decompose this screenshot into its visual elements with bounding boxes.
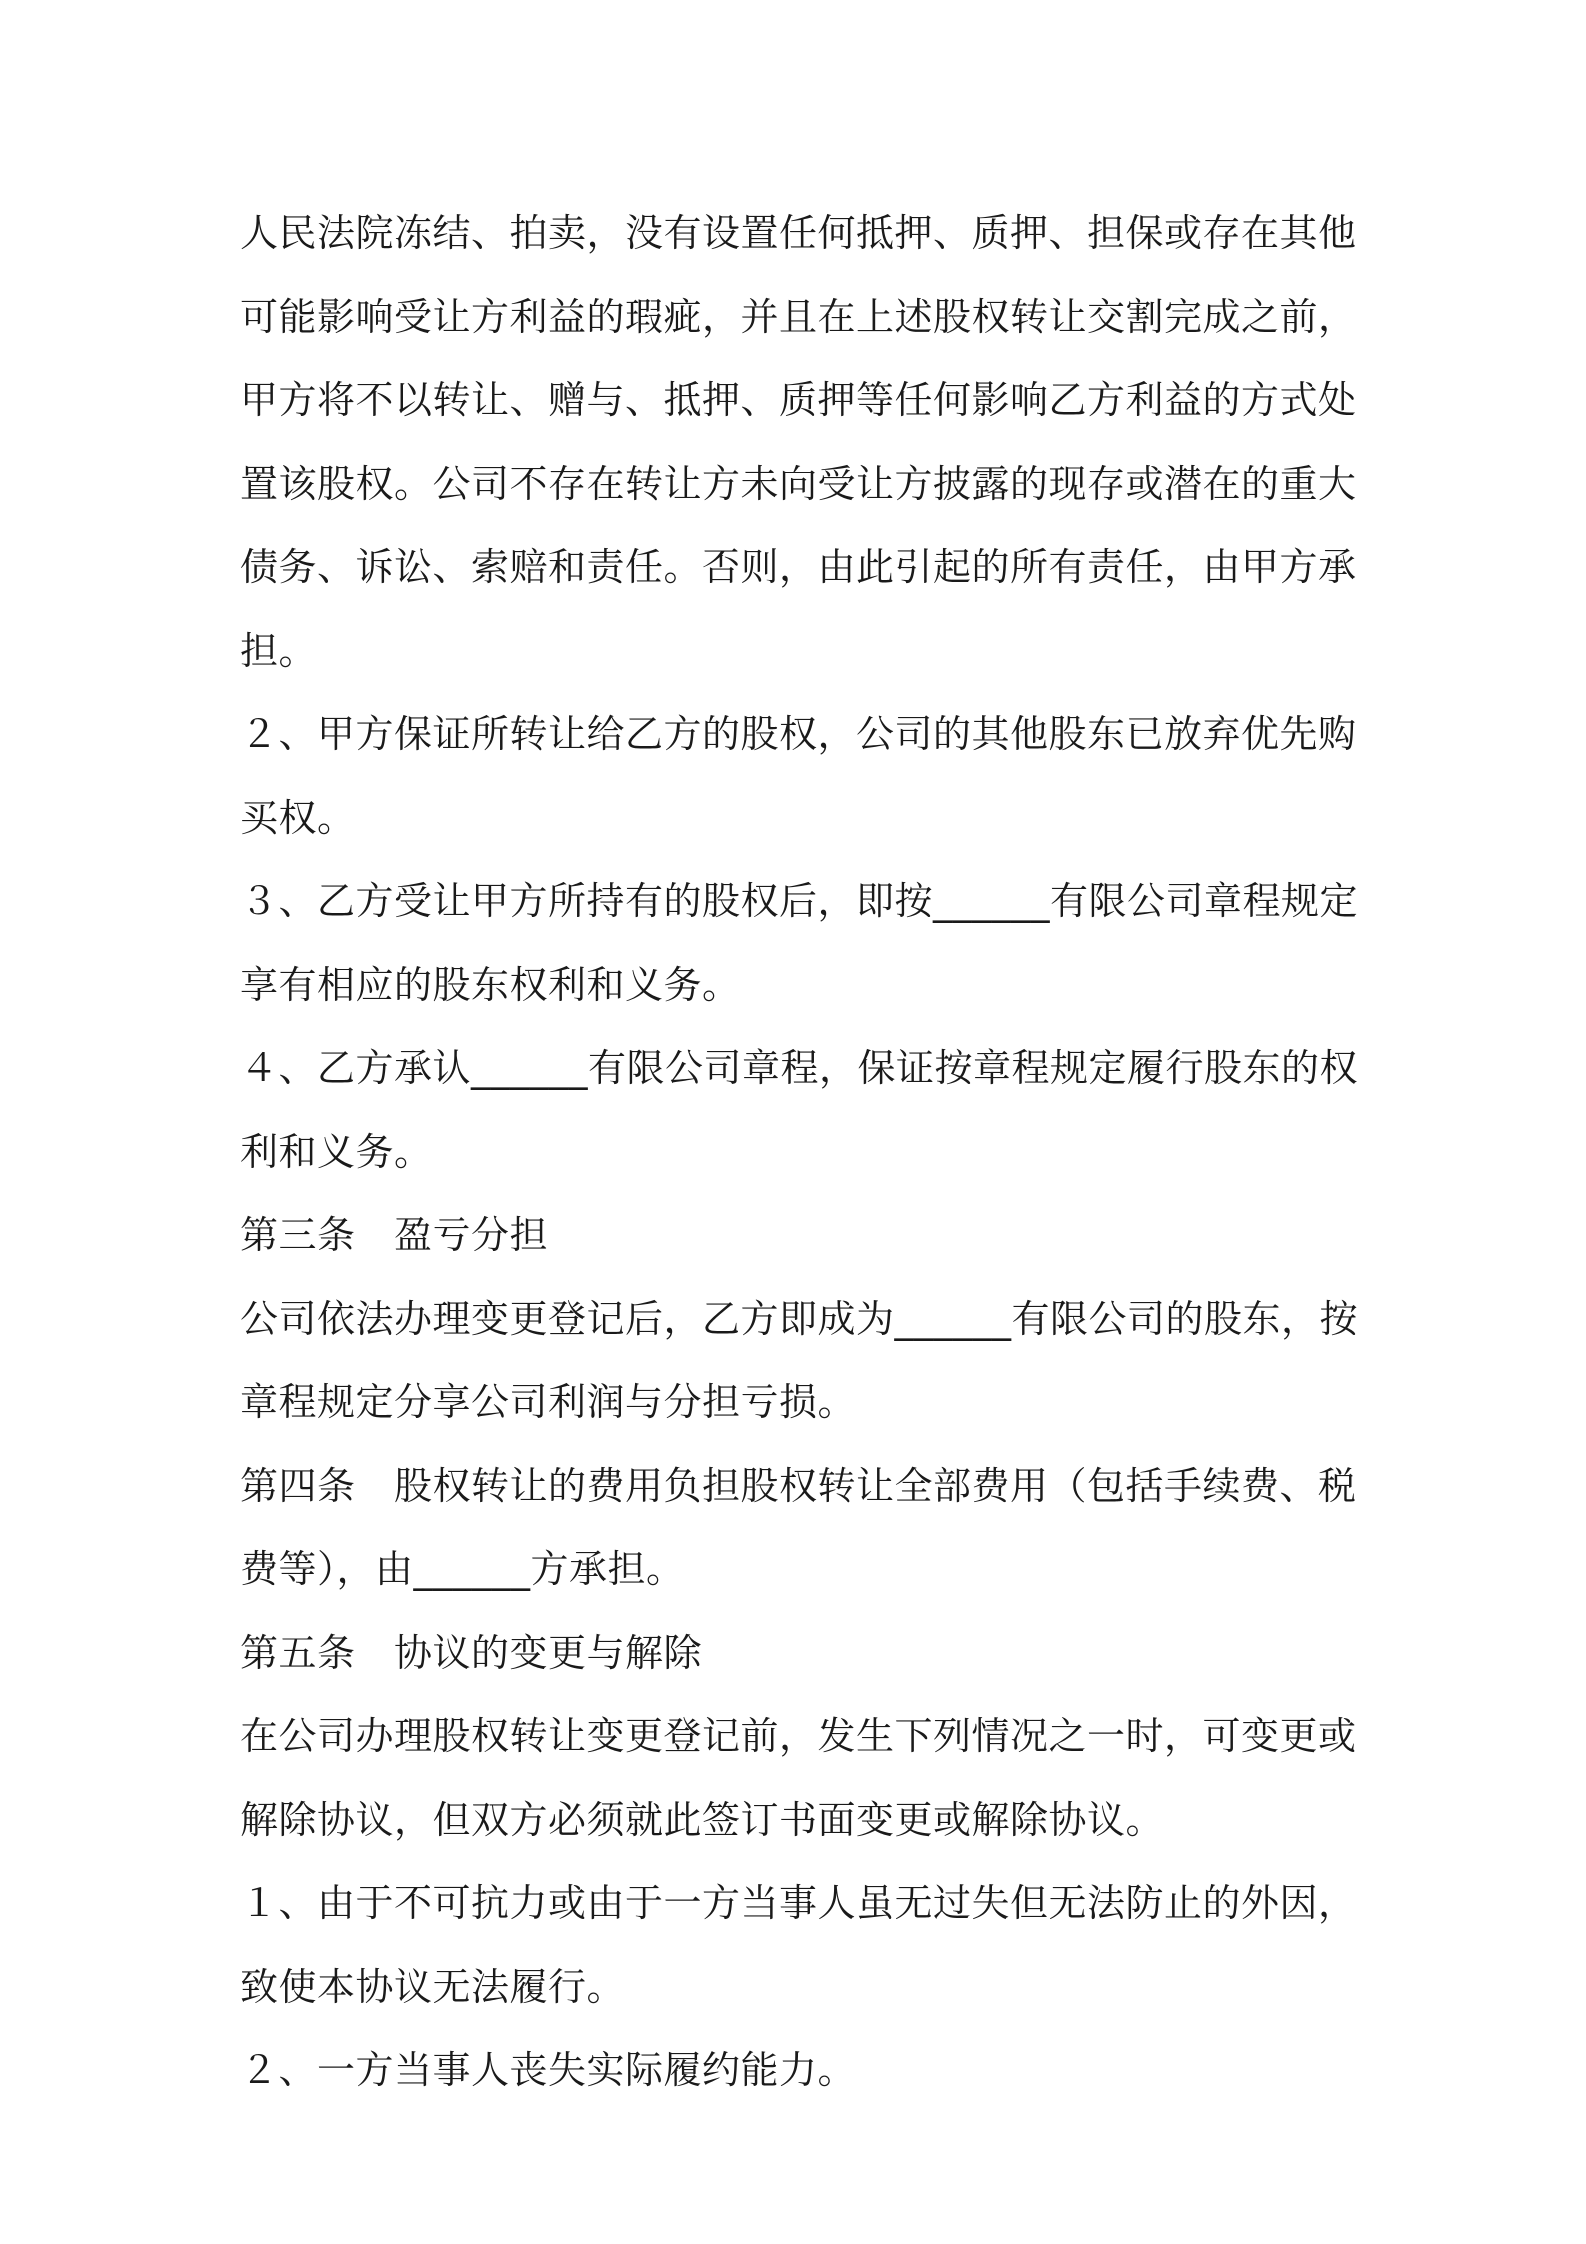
paragraph-item-4-articles: ４、乙方承认______有限公司章程，保证按章程规定履行股东的权利和义务。 <box>240 1046 1359 1174</box>
article-4-transfer-costs: 第四条 股权转让的费用负担股权转让全部费用（包括手续费、税费等），由______方承担。 <box>240 1463 1357 1591</box>
paragraph-warranty-continued: 人民法院冻结、拍卖，没有设置任何抵押、质押、担保或存在其他可能影响受让方利益的瑕疵，并且在上述股权转让交割完成之前，甲方将不以转让、赠与、抵押、质押等任何影响乙方利益的方式处置该股权。公司不存在转让方未向受让方披露的现存或潜在的重大债务、诉讼、索赔和责任。否则，由此引起的所有责任，由甲方承担。 <box>240 211 1357 673</box>
paragraph-item-3-shareholder-rights: ３、乙方受让甲方所持有的股权后，即按______有限公司章程规定享有相应的股东权利和义务。 <box>240 879 1359 1007</box>
article-3-heading: 第三条 盈亏分担 <box>240 1213 549 1257</box>
paragraph-change-termination: 在公司办理股权转让变更登记前，发生下列情况之一时，可变更或解除协议，但双方必须就此签订书面变更或解除协议。 <box>240 1714 1357 1842</box>
paragraph-item-2-incapacity: ２、一方当事人丧失实际履约能力。 <box>240 2048 857 2092</box>
paragraph-item-2-preemption: ２、甲方保证所转让给乙方的股权，公司的其他股东已放弃优先购买权。 <box>240 712 1357 840</box>
document-body <box>240 192 1360 2113</box>
article-5-heading: 第五条 协议的变更与解除 <box>240 1630 703 1675</box>
paragraph-item-1-force-majeure: １、由于不可抗力或由于一方当事人虽无过失但无法防止的外因，致使本协议无法履行。 <box>240 1881 1357 2009</box>
paragraph-profit-loss: 公司依法办理变更登记后，乙方即成为______有限公司的股东，按章程规定分享公司利润与分担亏损。 <box>240 1296 1359 1424</box>
